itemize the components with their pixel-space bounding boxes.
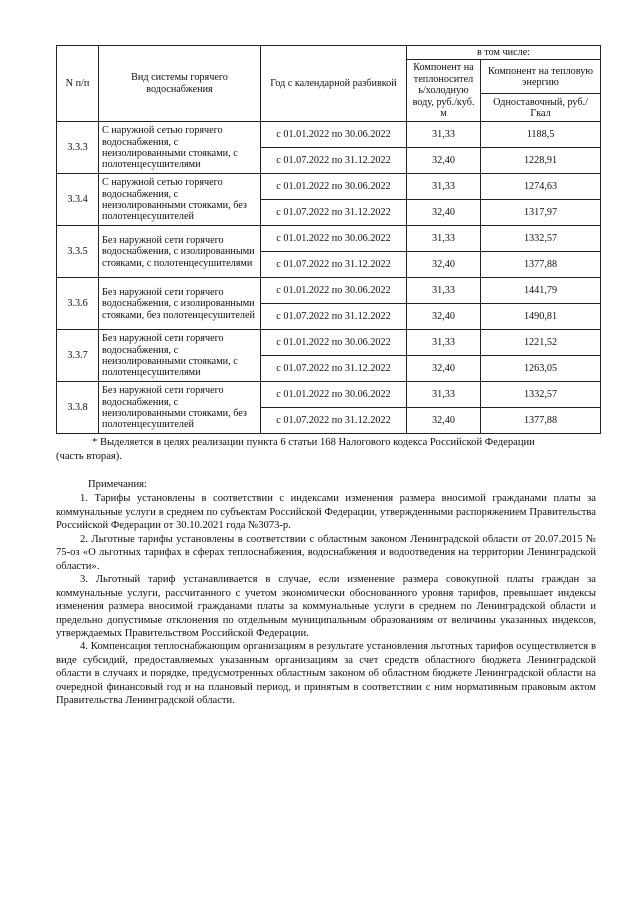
energy-cell: 1377,88: [481, 252, 601, 278]
energy-cell: 1332,57: [481, 382, 601, 408]
period-cell: с 01.01.2022 по 30.06.2022: [261, 122, 407, 148]
header-including: в том числе:: [407, 46, 601, 60]
table-row: [57, 330, 601, 356]
carrier-cell: 32,40: [407, 200, 481, 226]
header-heat-carrier: Компонент на теплоносител ь/холодную воду, руб./куб. м: [407, 60, 481, 122]
table-row: [57, 122, 601, 148]
note-item: 3. Льготный тариф устанавливается в случае, если изменение размера совокупной платы граждан за коммунальные услуги, рассчитанного с учетом экономически обоснованного уровня тарифов, превышает индексы изменения размера вносимой гражданами платы за коммунальные услуги в среднем по Ленинградской области и предельно допустимые отклонения по отдельным муниципальным образованиям от величины указанных индексов, утверждаемых Правительством Российской Федерации.: [56, 574, 596, 639]
row-number: 3.3.5: [57, 226, 99, 278]
carrier-cell: 31,33: [407, 278, 481, 304]
period-cell: с 01.07.2022 по 31.12.2022: [261, 356, 407, 382]
system-description: Без наружной сети горячего водоснабжения, с неизолированными стояками, с полотенцесушителями: [99, 330, 261, 382]
row-number: 3.3.7: [57, 330, 99, 382]
header-num: N п/п: [57, 46, 99, 122]
energy-cell: 1377,88: [481, 408, 601, 434]
table-row: [57, 382, 601, 408]
carrier-cell: 31,33: [407, 122, 481, 148]
system-description: С наружной сетью горячего водоснабжения, с неизолированными стояками, с полотенцесушителями: [99, 122, 261, 174]
carrier-cell: 31,33: [407, 382, 481, 408]
note-item: 2. Льготные тарифы установлены в соответствии с областным законом Ленинградской области от 20.07.2015 № 75-оз «О льготных тарифах в сферах теплоснабжения, водоснабжения и водоотведения на территории Ленинградской области».: [56, 533, 596, 572]
row-number: 3.3.4: [57, 174, 99, 226]
energy-cell: 1188,5: [481, 122, 601, 148]
note-item: 4. Компенсация теплоснабжающим организациям в результате установления льготных тарифов осуществляется в виде субсидий, предоставляемых указанным организациям за счет средств областного бюджета Ленинградской области в случаях и порядке, предусмотренных областным законом об областном бюджете Ленинградской области на очередной финансовый год и на плановый период, и принятым в соответствии с ним нормативным правовым актом Правительства Ленинградской области.: [56, 641, 596, 707]
period-cell: с 01.07.2022 по 31.12.2022: [261, 148, 407, 174]
energy-cell: 1317,97: [481, 200, 601, 226]
carrier-cell: 32,40: [407, 148, 481, 174]
period-cell: с 01.01.2022 по 30.06.2022: [261, 278, 407, 304]
table-row: [57, 174, 601, 200]
carrier-cell: 32,40: [407, 408, 481, 434]
carrier-cell: 31,33: [407, 174, 481, 200]
table-row: [57, 226, 601, 252]
period-cell: с 01.01.2022 по 30.06.2022: [261, 174, 407, 200]
header-system: Вид системы горячего водоснабжения: [99, 46, 261, 122]
carrier-cell: 32,40: [407, 304, 481, 330]
energy-cell: 1490,81: [481, 304, 601, 330]
system-description: Без наружной сети горячего водоснабжения, с неизолированными стояками, без полотенцесушителей: [99, 382, 261, 434]
notes-heading: Примечания:: [88, 479, 147, 490]
footnote-line-1: * Выделяется в целях реализации пункта 6 статьи 168 Налогового кодекса Российской Федерации: [92, 437, 535, 448]
period-cell: с 01.07.2022 по 31.12.2022: [261, 252, 407, 278]
note-item: 1. Тарифы установлены в соответствии с индексами изменения размера вносимой гражданами платы за коммунальные услуги в среднем по субъектам Российской Федерации, утвержденными распоряжением Правительства Российской Федерации от 30.10.2021 года №3073-р.: [56, 493, 596, 532]
tariff-table: [56, 45, 601, 434]
notes-section: [56, 478, 596, 708]
footnote: [56, 436, 596, 464]
header-heat-energy: Компонент на тепловую энергию: [481, 60, 601, 94]
energy-cell: 1228,91: [481, 148, 601, 174]
row-number: 3.3.6: [57, 278, 99, 330]
energy-cell: 1441,79: [481, 278, 601, 304]
system-description: С наружной сетью горячего водоснабжения, с неизолированными стояками, без полотенцесушителей: [99, 174, 261, 226]
energy-cell: 1332,57: [481, 226, 601, 252]
row-number: 3.3.8: [57, 382, 99, 434]
carrier-cell: 31,33: [407, 330, 481, 356]
header-period: Год с календарной разбивкой: [261, 46, 407, 122]
period-cell: с 01.07.2022 по 31.12.2022: [261, 408, 407, 434]
period-cell: с 01.07.2022 по 31.12.2022: [261, 200, 407, 226]
system-description: Без наружной сети горячего водоснабжения, с изолированными стояками, с полотенцесушителями: [99, 226, 261, 278]
system-description: Без наружной сети горячего водоснабжения, с изолированными стояками, без полотенцесушителей: [99, 278, 261, 330]
period-cell: с 01.01.2022 по 30.06.2022: [261, 382, 407, 408]
footnote-line-2: (часть вторая).: [56, 450, 122, 462]
period-cell: с 01.01.2022 по 30.06.2022: [261, 226, 407, 252]
table-row: [57, 278, 601, 304]
energy-cell: 1221,52: [481, 330, 601, 356]
carrier-cell: 32,40: [407, 252, 481, 278]
period-cell: с 01.07.2022 по 31.12.2022: [261, 304, 407, 330]
carrier-cell: 32,40: [407, 356, 481, 382]
energy-cell: 1263,05: [481, 356, 601, 382]
carrier-cell: 31,33: [407, 226, 481, 252]
energy-cell: 1274,63: [481, 174, 601, 200]
row-number: 3.3.3: [57, 122, 99, 174]
period-cell: с 01.01.2022 по 30.06.2022: [261, 330, 407, 356]
header-single-rate: Одноставочный, руб./Гкал: [481, 94, 601, 122]
